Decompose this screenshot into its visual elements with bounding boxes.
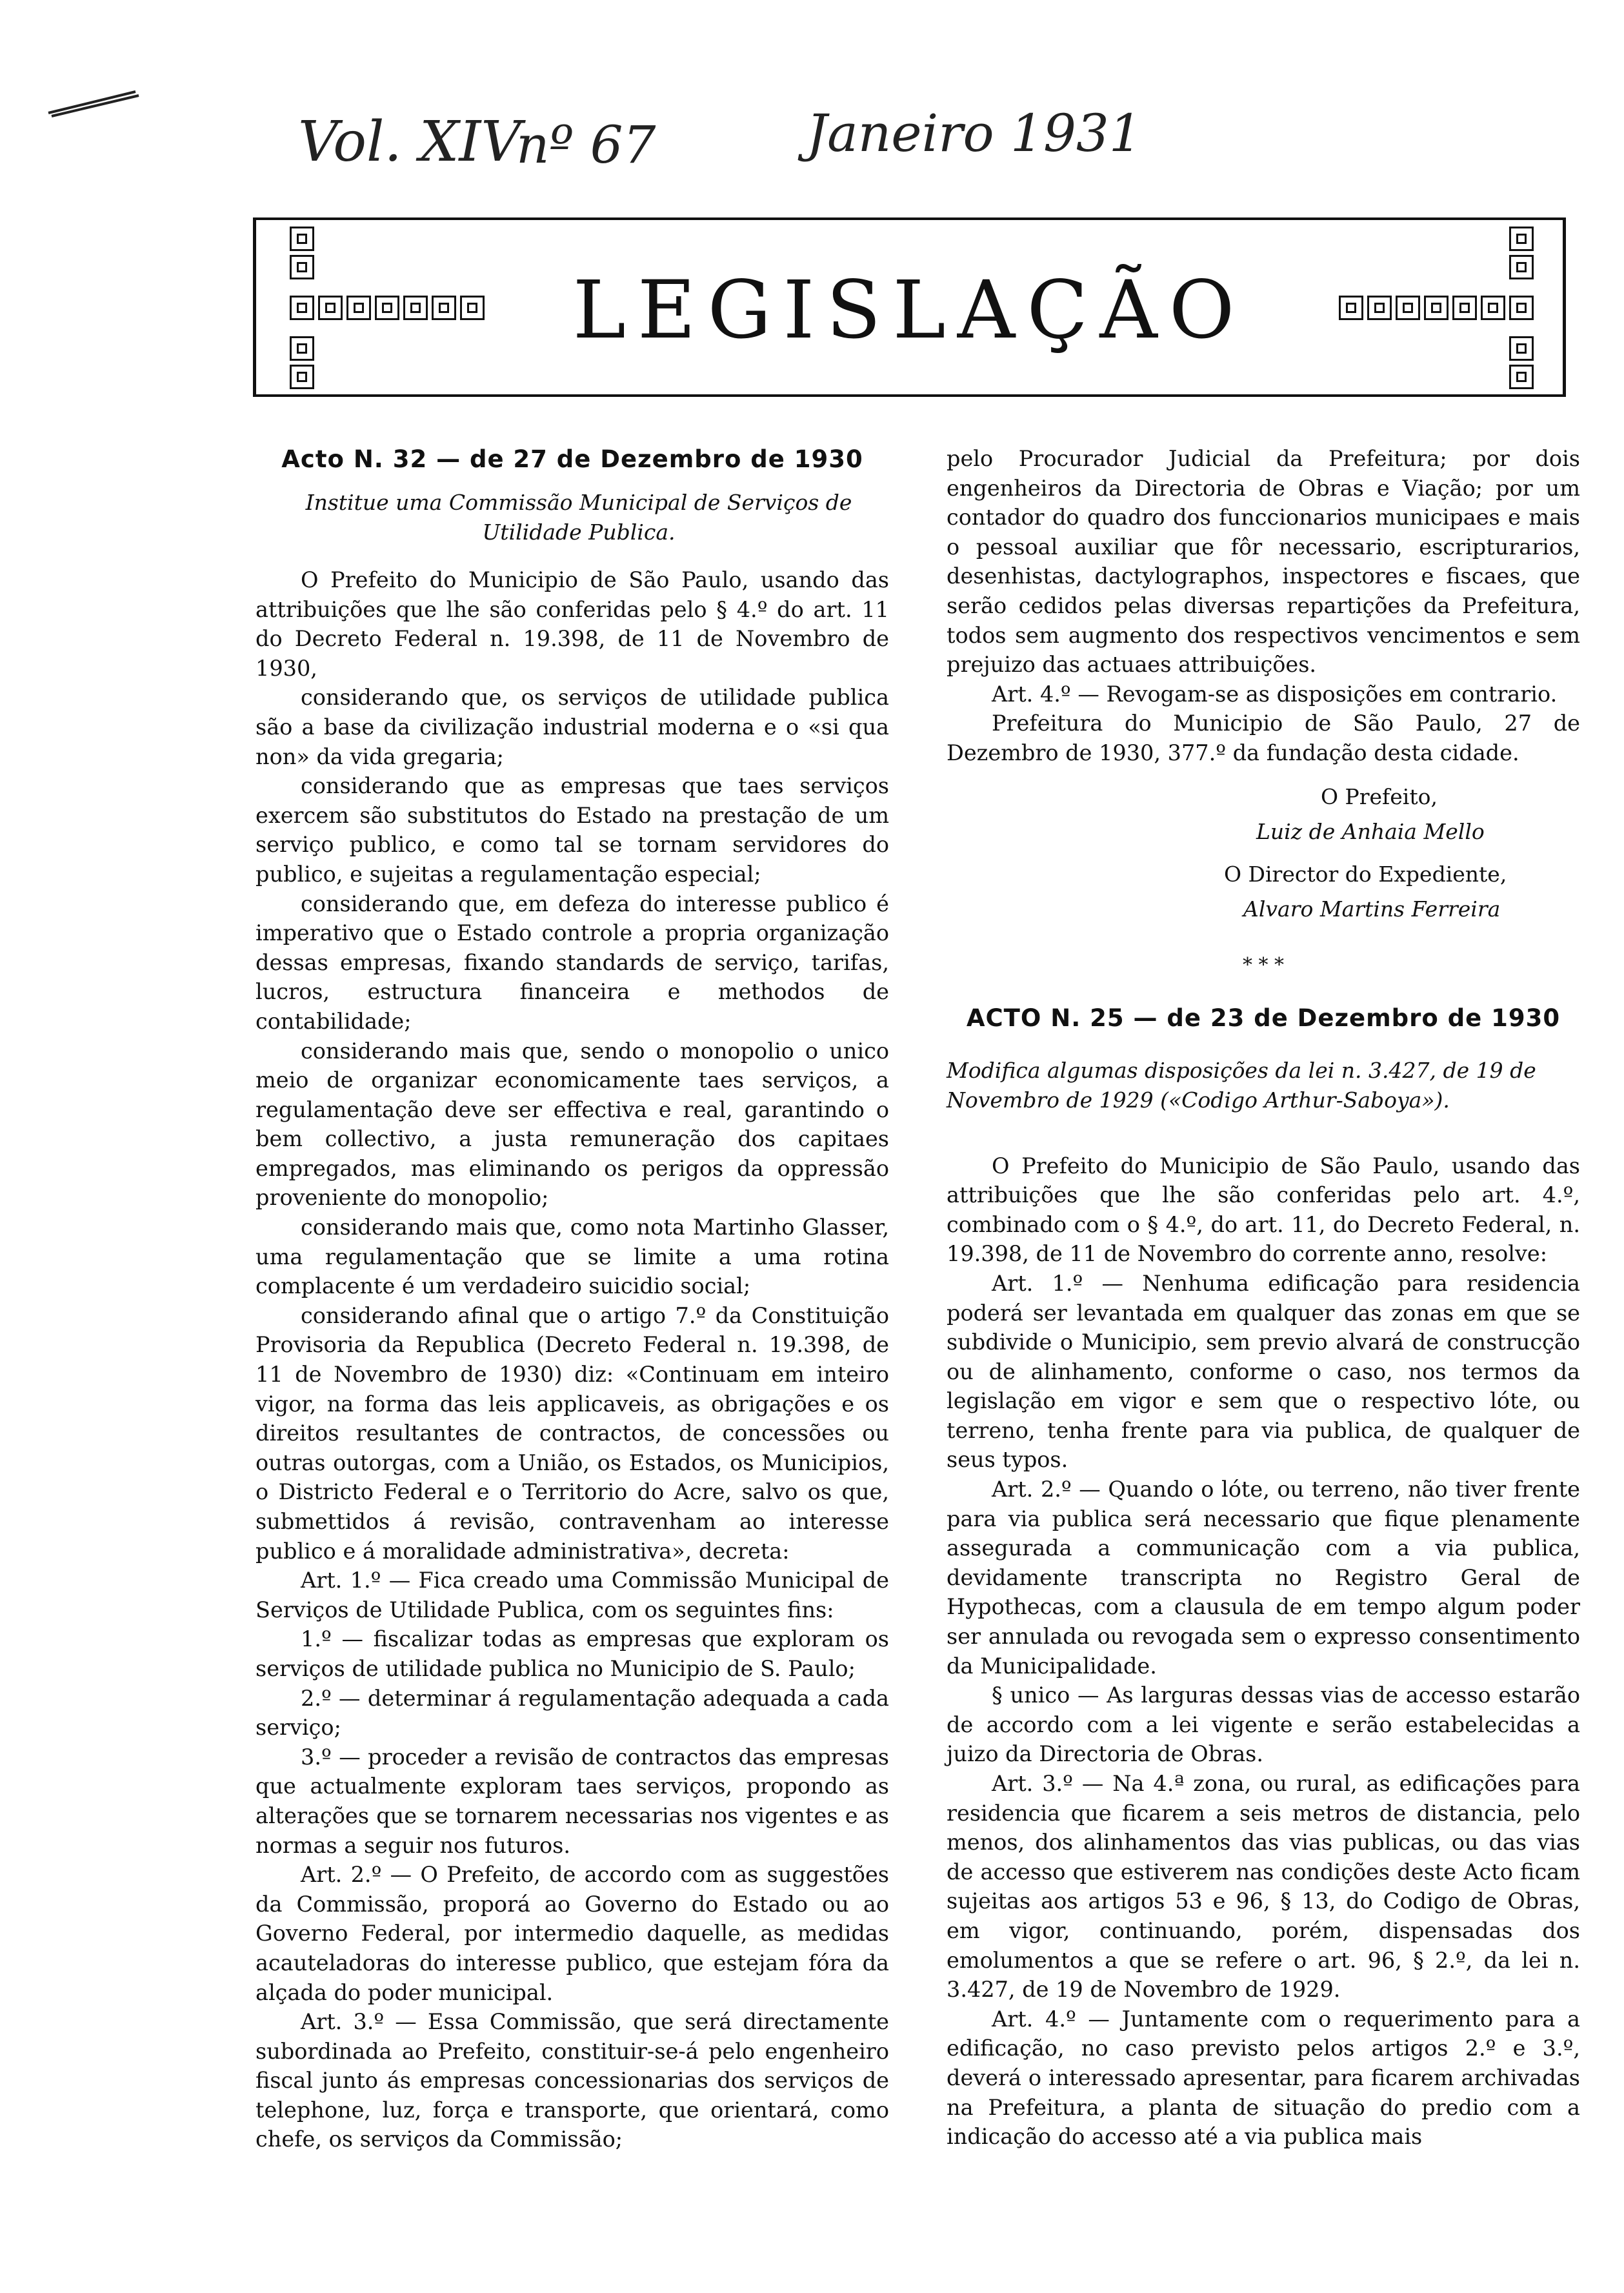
signature-block xyxy=(947,780,1580,927)
signature-name: Luiz de Anhaia Mello xyxy=(1256,818,1485,844)
act-32-continuation: pelo Procurador Judicial da Prefeitura; por dois engenheiros da Directoria de Obras e Viação; por um contador do quadro dos funccionarios municipaes e mais o pessoal auxiliar que fôr necessario, escripturarios, desenhistas, dactylographos, inspectores e fiscaes, que serão cedidos pelas diversas repartições da Prefeitura, todos sem augmento dos respectivos vencimentos e sem prejuizo das actuaes attribuições. xyxy=(947,446,1580,678)
act-32-paragraph: considerando afinal que o artigo 7.º da Constituição Provisoria da Republica (Decreto Federal n. 19.398, de 11 de Novembro de 1930) diz: «Continuam em inteiro vigor, na forma das leis applicaveis, as obrigações e os direitos resultantes de contractos, de concessões ou outras outorgas, com a União, os Estados, os Municipios, o Districto Federal e o Territorio do Acre, salvo os que, submettidos á revisão, contravenham ao interesse publico e á moralidade administrativa», decreta: xyxy=(256,1302,889,1564)
act-32-paragraph: considerando mais que, como nota Martinho Glasser, uma regulamentação que se limite a uma rotina complacente é um verdadeiro suicidio social; xyxy=(256,1215,889,1299)
act-25-article-4: Art. 4.º — Juntamente com o requerimento para a edificação, no caso previsto pelos artigos 2.º e 3.º, deverá o interessado apresentar, para ficarem archivadas na Prefeitura, a planta de situação do predio com a indicação do accesso até a via publica mais xyxy=(947,2006,1580,2150)
act-32-subtitle: Institue uma Commissão Municipal de Serviços de Utilidade Publica. xyxy=(305,490,852,545)
act-32-article-3: Art. 3.º — Essa Commissão, que será directamente subordinada ao Prefeito, constituir-se-á pelo engenheiro fiscal junto ás empresas concessionarias dos serviços de telephone, luz, força e transporte, que orientará, como chefe, os serviços da Commissão; xyxy=(256,2009,889,2152)
act-32-item-2: 2.º — determinar á regulamentação adequada a cada serviço; xyxy=(256,1685,889,1741)
handwritten-number: nº 67 xyxy=(516,115,656,175)
act-32-paragraph: O Prefeito do Municipio de São Paulo, usando das attribuições que lhe são conferidas pelo § 4.º do art. 11 do Decreto Federal n. 19.398, de 11 de Novembro de 1930, xyxy=(256,567,889,681)
act-25-article-3: Art. 3.º — Na 4.ª zona, ou rural, as edificações para residencia que ficarem a seis metros de distancia, pelo menos, dos alinhamentos das vias publicas, ou das vias de accesso que estiverem nas condições deste Acto ficam sujeitas aos artigos 53 e 96, § 13, do Codigo de Obras, em vigor, continuando, porém, dispensadas dos emolumentos a que se refere o art. 96, § 2.º, da lei n. 3.427, de 19 de Novembro de 1929. xyxy=(947,1771,1580,2003)
act-25-subtitle: Modifica algumas disposições da lei n. 3.427, de 19 de Novembro de 1929 («Codigo Arthur-Saboya»). xyxy=(947,1057,1536,1113)
act-25-paragraph-unico: § unico — As larguras dessas vias de accesso estarão de accordo com a lei vigente e serão estabelecidas a juizo da Directoria de Obras. xyxy=(947,1682,1580,1767)
section-separator: * * * xyxy=(1242,953,1285,976)
act-32-article-1: Art. 1.º — Fica creado uma Commissão Municipal de Serviços de Utilidade Publica, com os seguintes fins: xyxy=(256,1568,889,1622)
act-32-closing: Prefeitura do Municipio de São Paulo, 27 de Dezembro de 1930, 377.º da fundação desta cidade. xyxy=(947,711,1580,765)
left-column xyxy=(256,444,889,2154)
act-25-article-2: Art. 2.º — Quando o lóte, ou terreno, não tiver frente para via publica será necessario que fique plenamente assegurada a communicação com a via publica, devidamente transcripta no Registro Geral de Hypothecas, com a clausula de em tempo algum poder ser annulada ou revogada sem o expresso consentimento da Municipalidade. xyxy=(947,1477,1580,1679)
act-32-paragraph: considerando mais que, sendo o monopolio o unico meio de organizar economicamente taes serviços, a regulamentação deve ser effectiva e real, garantindo o bem collectivo, a justa remuneração dos capitaes empregados, mas eliminando os perigos da oppressão proveniente do monopolio; xyxy=(256,1038,889,1211)
act-25-paragraph: O Prefeito do Municipio de São Paulo, usando das attribuições que lhe são conferidas pelo art. 4.º, combinado com o § 4.º, do art. 11, do Decreto Federal, n. 19.398, de 11 de Novembro do corrente anno, resolve: xyxy=(947,1153,1580,1267)
act-32-paragraph: considerando que as empresas que taes serviços exercem são substitutos do Estado na prestação de um serviço publico, e como tal se tornam servidores do publico, e sujeitas a regulamentação especial; xyxy=(256,773,889,887)
signature-role: O Director do Expediente, xyxy=(1224,861,1507,887)
act-32-title: Acto N. 32 — de 27 de Dezembro de 1930 xyxy=(281,445,863,473)
signature-role: O Prefeito, xyxy=(1321,783,1438,809)
handwritten-volume: Vol. XIV xyxy=(298,110,521,174)
act-32-paragraph: considerando que, em defeza do interesse publico é imperativo que o Estado controle a propria organização dessas empresas, fixando standards de serviço, tarifas, lucros, estructura financeira e methodos de contabilidade; xyxy=(256,891,889,1034)
legislacao-header xyxy=(253,217,1566,397)
pen-stroke-mark xyxy=(45,84,142,123)
act-32-article-2: Art. 2.º — O Prefeito, de accordo com as suggestões da Commissão, proporá ao Governo do Estado ou ao Governo Federal, por intermedio daquelle, as medidas acauteladoras do interesse publico, que estejam fóra da alçada do poder municipal. xyxy=(256,1862,889,2005)
act-25-article-1: Art. 1.º — Nenhuma edificação para residencia poderá ser levantada em qualquer das zonas em que se subdivide o Municipio, sem previo alvará de construcção ou de alinhamento, conforme o caso, nos termos da legislação em vigor e sem que o respectivo lóte, ou terreno, tenha frente para via publica, de qualquer de seus typos. xyxy=(947,1270,1580,1473)
act-32-paragraph: considerando que, os serviços de utilidade publica são a base da civilização industrial moderna e o «si qua non» da vida gregaria; xyxy=(256,685,889,769)
right-column xyxy=(947,444,1580,2152)
act-25-title: ACTO N. 25 — de 23 de Dezembro de 1930 xyxy=(966,1004,1561,1032)
signature-name: Alvaro Martins Ferreira xyxy=(1243,896,1501,922)
act-32-article-4: Art. 4.º — Revogam-se as disposições em contrario. xyxy=(992,681,1558,707)
handwritten-date: Janeiro 1931 xyxy=(807,103,1142,163)
act-32-item-3: 3.º — proceder a revisão de contractos das empresas que actualmente exploram taes serviços, propondo as alterações que se tornarem necessarias nos vigentes e as normas a seguir nos futuros. xyxy=(256,1744,889,1858)
act-32-item-1: 1.º — fiscalizar todas as empresas que exploram os serviços de utilidade publica no Municipio de S. Paulo; xyxy=(256,1626,889,1681)
page-title: LEGISLAÇÃO xyxy=(572,264,1247,357)
